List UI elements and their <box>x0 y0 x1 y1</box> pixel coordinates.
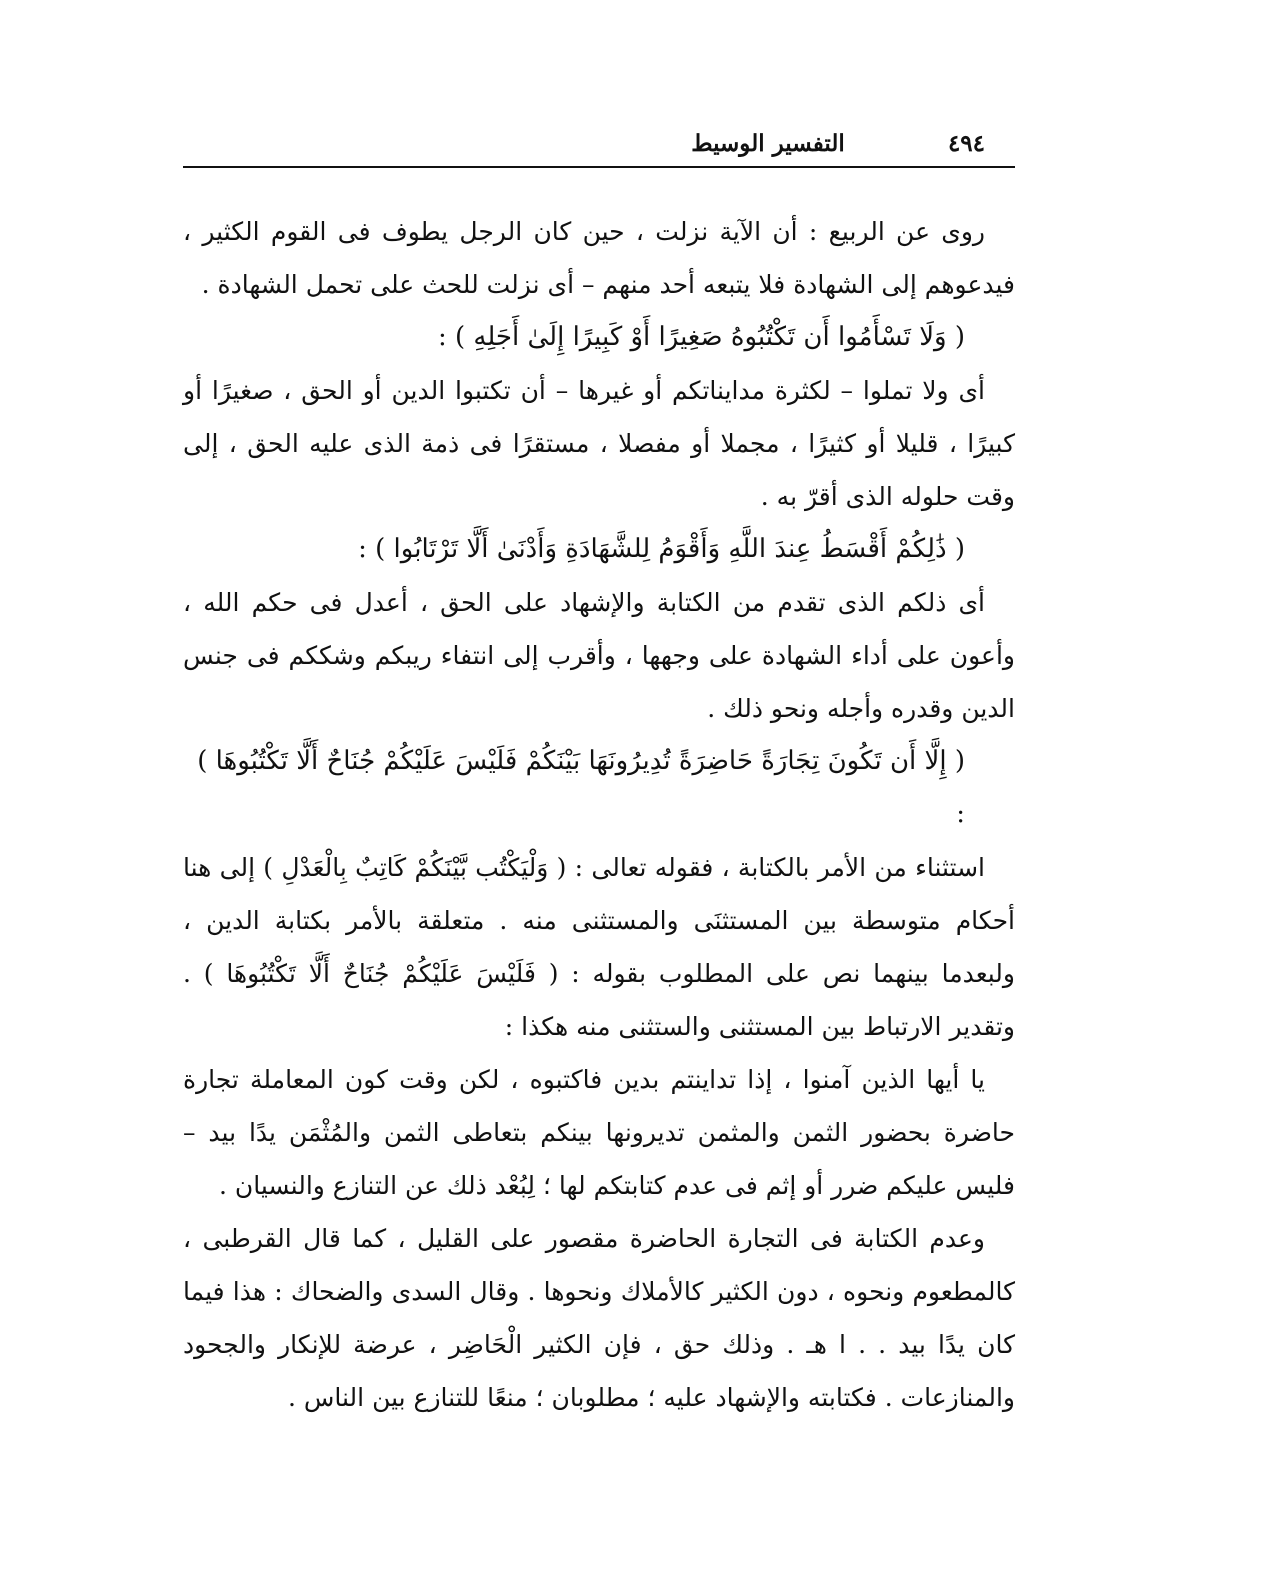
page-body <box>183 205 1015 1424</box>
quran-verse-tijara-hadira: ( إِلَّا أَن تَكُونَ تِجَارَةً حَاضِرَةً تُدِيرُونَهَا بَيْنَكُمْ فَلَيْسَ عَلَيْكُمْ جُنَاحٌ أَلَّا تَكْتُبُوهَا ) : <box>197 746 965 829</box>
paragraph-istithna: استثناء من الأمر بالكتابة ، فقوله تعالى : ( وَلْيَكْتُب بَّيْنَكُمْ كَاتِبٌ بِالْعَدْلِ ) إلى هنا أحكام متوسطة بين المستثنَى والمستثنى منه . متعلقة بالأمر بكتابة الدين ، ولبعدما بينهما نص على المطلوب بقوله : ( فَلَيْسَ عَلَيْكُمْ جُنَاحٌ أَلَّا تَكْتُبُوهَا ) . وتقدير الارتباط بين المستثنى والستثنى منه هكذا : <box>183 853 1015 1041</box>
paragraph-qurtubi: وعدم الكتابة فى التجارة الحاضرة مقصور على القليل ، كما قال القرطبى ، كالمطعوم ونحوه ، دون الكثير كالأملاك ونحوها . وقال السدى والضحاك : هذا فيما كان يدًا بيد . . ا هـ . وذلك حق ، فإن الكثير الْحَاضِر ، عرضة للإنكار والجحود والمنازعات . فكتابته والإشهاد عليه ؛ مطلوبان ؛ منعًا للتنازع بين الناس . <box>183 1224 1015 1412</box>
page-number: ٤٩٤ <box>947 130 985 157</box>
quran-verse-dhalikum-aqsat: ( ذَٰلِكُمْ أَقْسَطُ عِندَ اللَّهِ وَأَقْوَمُ لِلشَّهَادَةِ وَأَدْنَىٰ أَلَّا تَرْتَابُوا ) : <box>358 534 965 564</box>
quran-verse-la-tasamu: ( وَلَا تَسْأَمُوا أَن تَكْتُبُوهُ صَغِيرًا أَوْ كَبِيرًا إِلَىٰ أَجَلِهِ ) : <box>437 322 965 352</box>
paragraph-rabi-narration: روى عن الربيع : أن الآية نزلت ، حين كان الرجل يطوف فى القوم الكثير ، فيدعوهم إلى الشهادة فلا يتبعه أحد منهم – أى نزلت للحث على تحمل الشهادة . <box>183 217 1015 299</box>
paragraph-tafsir-tasamu: أى ولا تملوا – لكثرة مدايناتكم أو غيرها – أن تكتبوا الدين أو الحق ، صغيرًا أو كبيرًا ، قليلا أو كثيرًا ، مجملا أو مفصلا ، مستقرًا فى ذمة الذى عليه الحق ، إلى وقت حلوله الذى أقرّ به . <box>183 376 1015 511</box>
page-header <box>183 130 1015 168</box>
running-title: التفسير الوسيط <box>691 130 845 157</box>
paragraph-taqdir: يا أيها الذين آمنوا ، إذا تداينتم بدين فاكتبوه ، لكن وقت كون المعاملة تجارة حاضرة بحضور الثمن والمثمن تديرونها بينكم بتعاطى الثمن والمُثْمَن يدًا بيد – فليس عليكم ضرر أو إثم فى عدم كتابتكم لها ؛ لِبُعْد ذلك عن التنازع والنسيان . <box>183 1065 1015 1200</box>
paragraph-tafsir-aqsat: أى ذلكم الذى تقدم من الكتابة والإشهاد على الحق ، أعدل فى حكم الله ، وأعون على أداء الشهادة على وجهها ، وأقرب إلى انتفاء ريبكم وشككم فى جنس الدين وقدره وأجله ونحو ذلك . <box>183 588 1015 723</box>
